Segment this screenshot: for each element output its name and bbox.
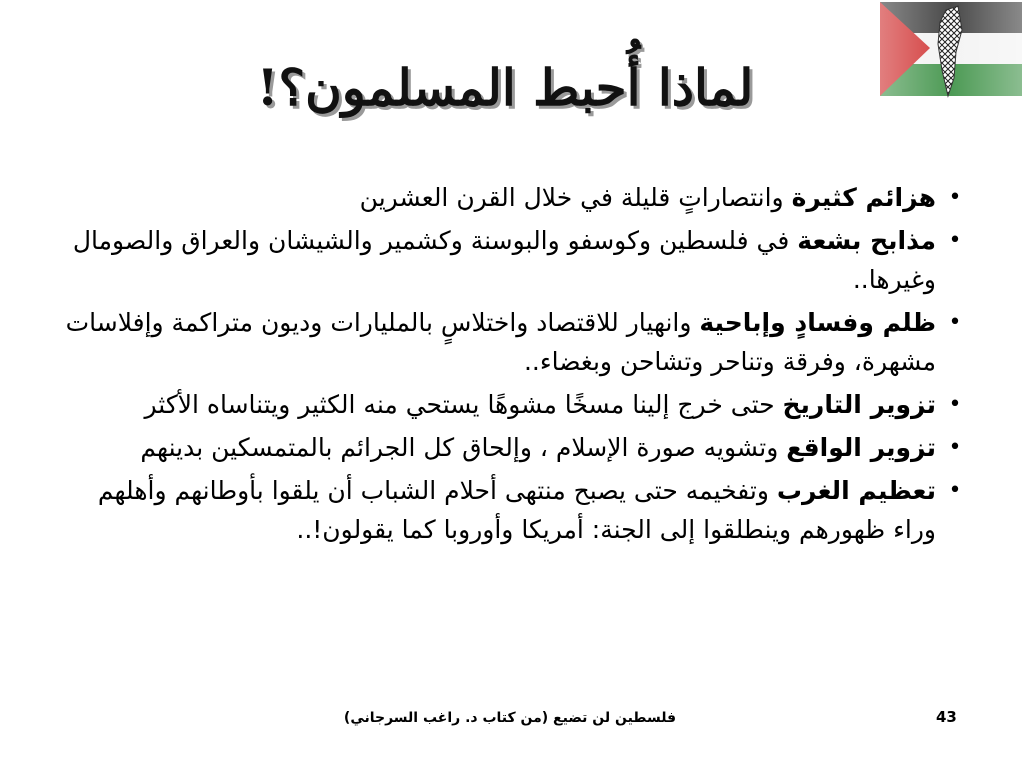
bullet-item [56,221,966,299]
bullet-bold: تزوير الواقع [786,433,936,462]
bullet-item [56,385,966,424]
bullet-dot-icon: • [948,478,962,503]
footer-source: فلسطين لن تضيع (من كتاب د. راغب السرجاني) [343,710,677,726]
bullet-text: وتشويه صورة الإسلام ، وإلحاق كل الجرائم بالمتمسكين بدينهم [140,433,787,462]
bullet-bold: هزائم كثيرة [791,183,936,212]
bullet-text: وانتصاراتٍ قليلة في خلال القرن العشرين [359,183,792,212]
bullet-bold: تعظيم الغرب [776,476,936,505]
bullet-bold: ظلم وفسادٍ وإباحية [699,308,936,337]
bullet-item [56,178,966,217]
bullet-bold: مذابح بشعة [797,226,936,255]
bullet-text: وتفخيمه حتى يصبح منتهى أحلام الشباب أن يلقوا بأوطانهم وأهلهم وراء ظهورهم وينطلقوا إلى الجنة: أمريكا وأوروبا كما يقولون!.. [97,476,936,544]
bullet-list [56,178,966,553]
bullet-item [56,428,966,467]
slide-title: لماذا أُحبط المسلمون؟! [256,58,754,117]
page-number: 43 [936,708,957,726]
bullet-dot-icon: • [948,228,962,253]
bullet-dot-icon: • [948,392,962,417]
bullet-text: وانهيار للاقتصاد واختلاسٍ بالمليارات وديون متراكمة وإفلاسات مشهرة، وفرقة وتناحر وتشاحن وبغضاء.. [65,308,936,376]
bullet-dot-icon: • [948,310,962,335]
bullet-dot-icon: • [948,185,962,210]
bullet-text: في فلسطين وكوسفو والبوسنة وكشمير والشيشان والعراق والصومال وغيرها.. [72,226,936,294]
bullet-item [56,471,966,549]
bullet-item [56,303,966,381]
palestine-flag-map-icon [876,0,1024,100]
bullet-text: حتى خرج إلينا مسخًا مشوهًا يستحي منه الكثير ويتناساه الأكثر [144,390,783,419]
bullet-bold: تزوير التاريخ [782,390,936,419]
bullet-dot-icon: • [948,435,962,460]
